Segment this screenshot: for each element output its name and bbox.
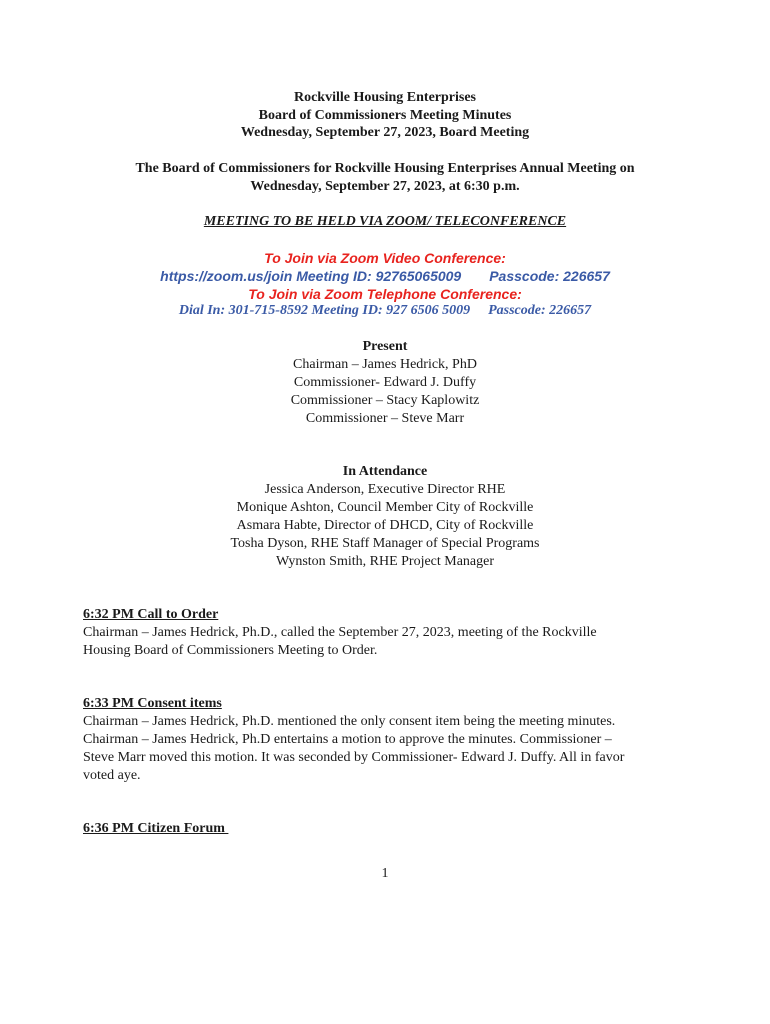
attendee: Wynston Smith, RHE Project Manager [275, 554, 495, 569]
attendee: Jessica Anderson, Executive Director RHE [264, 482, 506, 497]
present-heading: Present [362, 339, 408, 354]
venue-notice: MEETING TO BE HELD VIA ZOOM/ TELECONFERENCE [203, 214, 567, 229]
zoom-video-details [0, 267, 770, 285]
section-text-line: Chairman – James Hedrick, Ph.D. mentioned the only consent item being the meeting minutes. [83, 714, 616, 729]
section-heading-call-to-order: 6:32 PM Call to Order [83, 607, 219, 622]
zoom-phone-passcode: Passcode: 226657 [488, 303, 592, 318]
present-member: Commissioner- Edward J. Duffy [293, 375, 477, 390]
attendee: Monique Ashton, Council Member City of Rockville [236, 500, 534, 515]
attendance-heading: In Attendance [342, 464, 428, 479]
section-text-line: Housing Board of Commissioners Meeting to Order. [83, 643, 378, 658]
zoom-phone-heading: To Join via Zoom Telephone Conference: [248, 286, 522, 302]
section-text-line: Chairman – James Hedrick, Ph.D., called the September 27, 2023, meeting of the Rockville [83, 625, 597, 640]
meeting-date-line: Wednesday, September 27, 2023, Board Meeting [240, 125, 530, 140]
attendee: Tosha Dyson, RHE Staff Manager of Special Programs [230, 536, 540, 551]
section-heading-citizen-forum: 6:36 PM Citizen Forum [83, 821, 229, 836]
present-member: Commissioner – Steve Marr [305, 411, 465, 426]
zoom-video-link[interactable]: https://zoom.us/join Meeting ID: 92765065009 [160, 268, 462, 284]
zoom-phone-details [0, 302, 770, 320]
document-title: Board of Commissioners Meeting Minutes [258, 108, 512, 123]
section-text-line: Steve Marr moved this motion. It was seconded by Commissioner- Edward J. Duffy. All in favor [83, 750, 625, 765]
org-title: Rockville Housing Enterprises [293, 90, 476, 105]
zoom-video-passcode: Passcode: 226657 [489, 268, 610, 284]
attendee: Asmara Habte, Director of DHCD, City of Rockville [236, 518, 534, 533]
zoom-phone-dial: Dial In: 301-715-8592 Meeting ID: 927 6506 5009 [178, 303, 471, 318]
zoom-video-heading: To Join via Zoom Video Conference: [264, 250, 506, 266]
intro-line-2: Wednesday, September 27, 2023, at 6:30 p.m. [250, 179, 520, 194]
section-heading-consent-items: 6:33 PM Consent items [83, 696, 222, 711]
intro-line-1: The Board of Commissioners for Rockville Housing Enterprises Annual Meeting on [135, 161, 635, 176]
section-text-line: voted aye. [83, 768, 141, 783]
present-member: Chairman – James Hedrick, PhD [293, 357, 477, 372]
present-member: Commissioner – Stacy Kaplowitz [290, 393, 480, 408]
section-text-line: Chairman – James Hedrick, Ph.D entertains a motion to approve the minutes. Commissioner – [83, 732, 612, 747]
page-number: 1 [381, 866, 389, 881]
